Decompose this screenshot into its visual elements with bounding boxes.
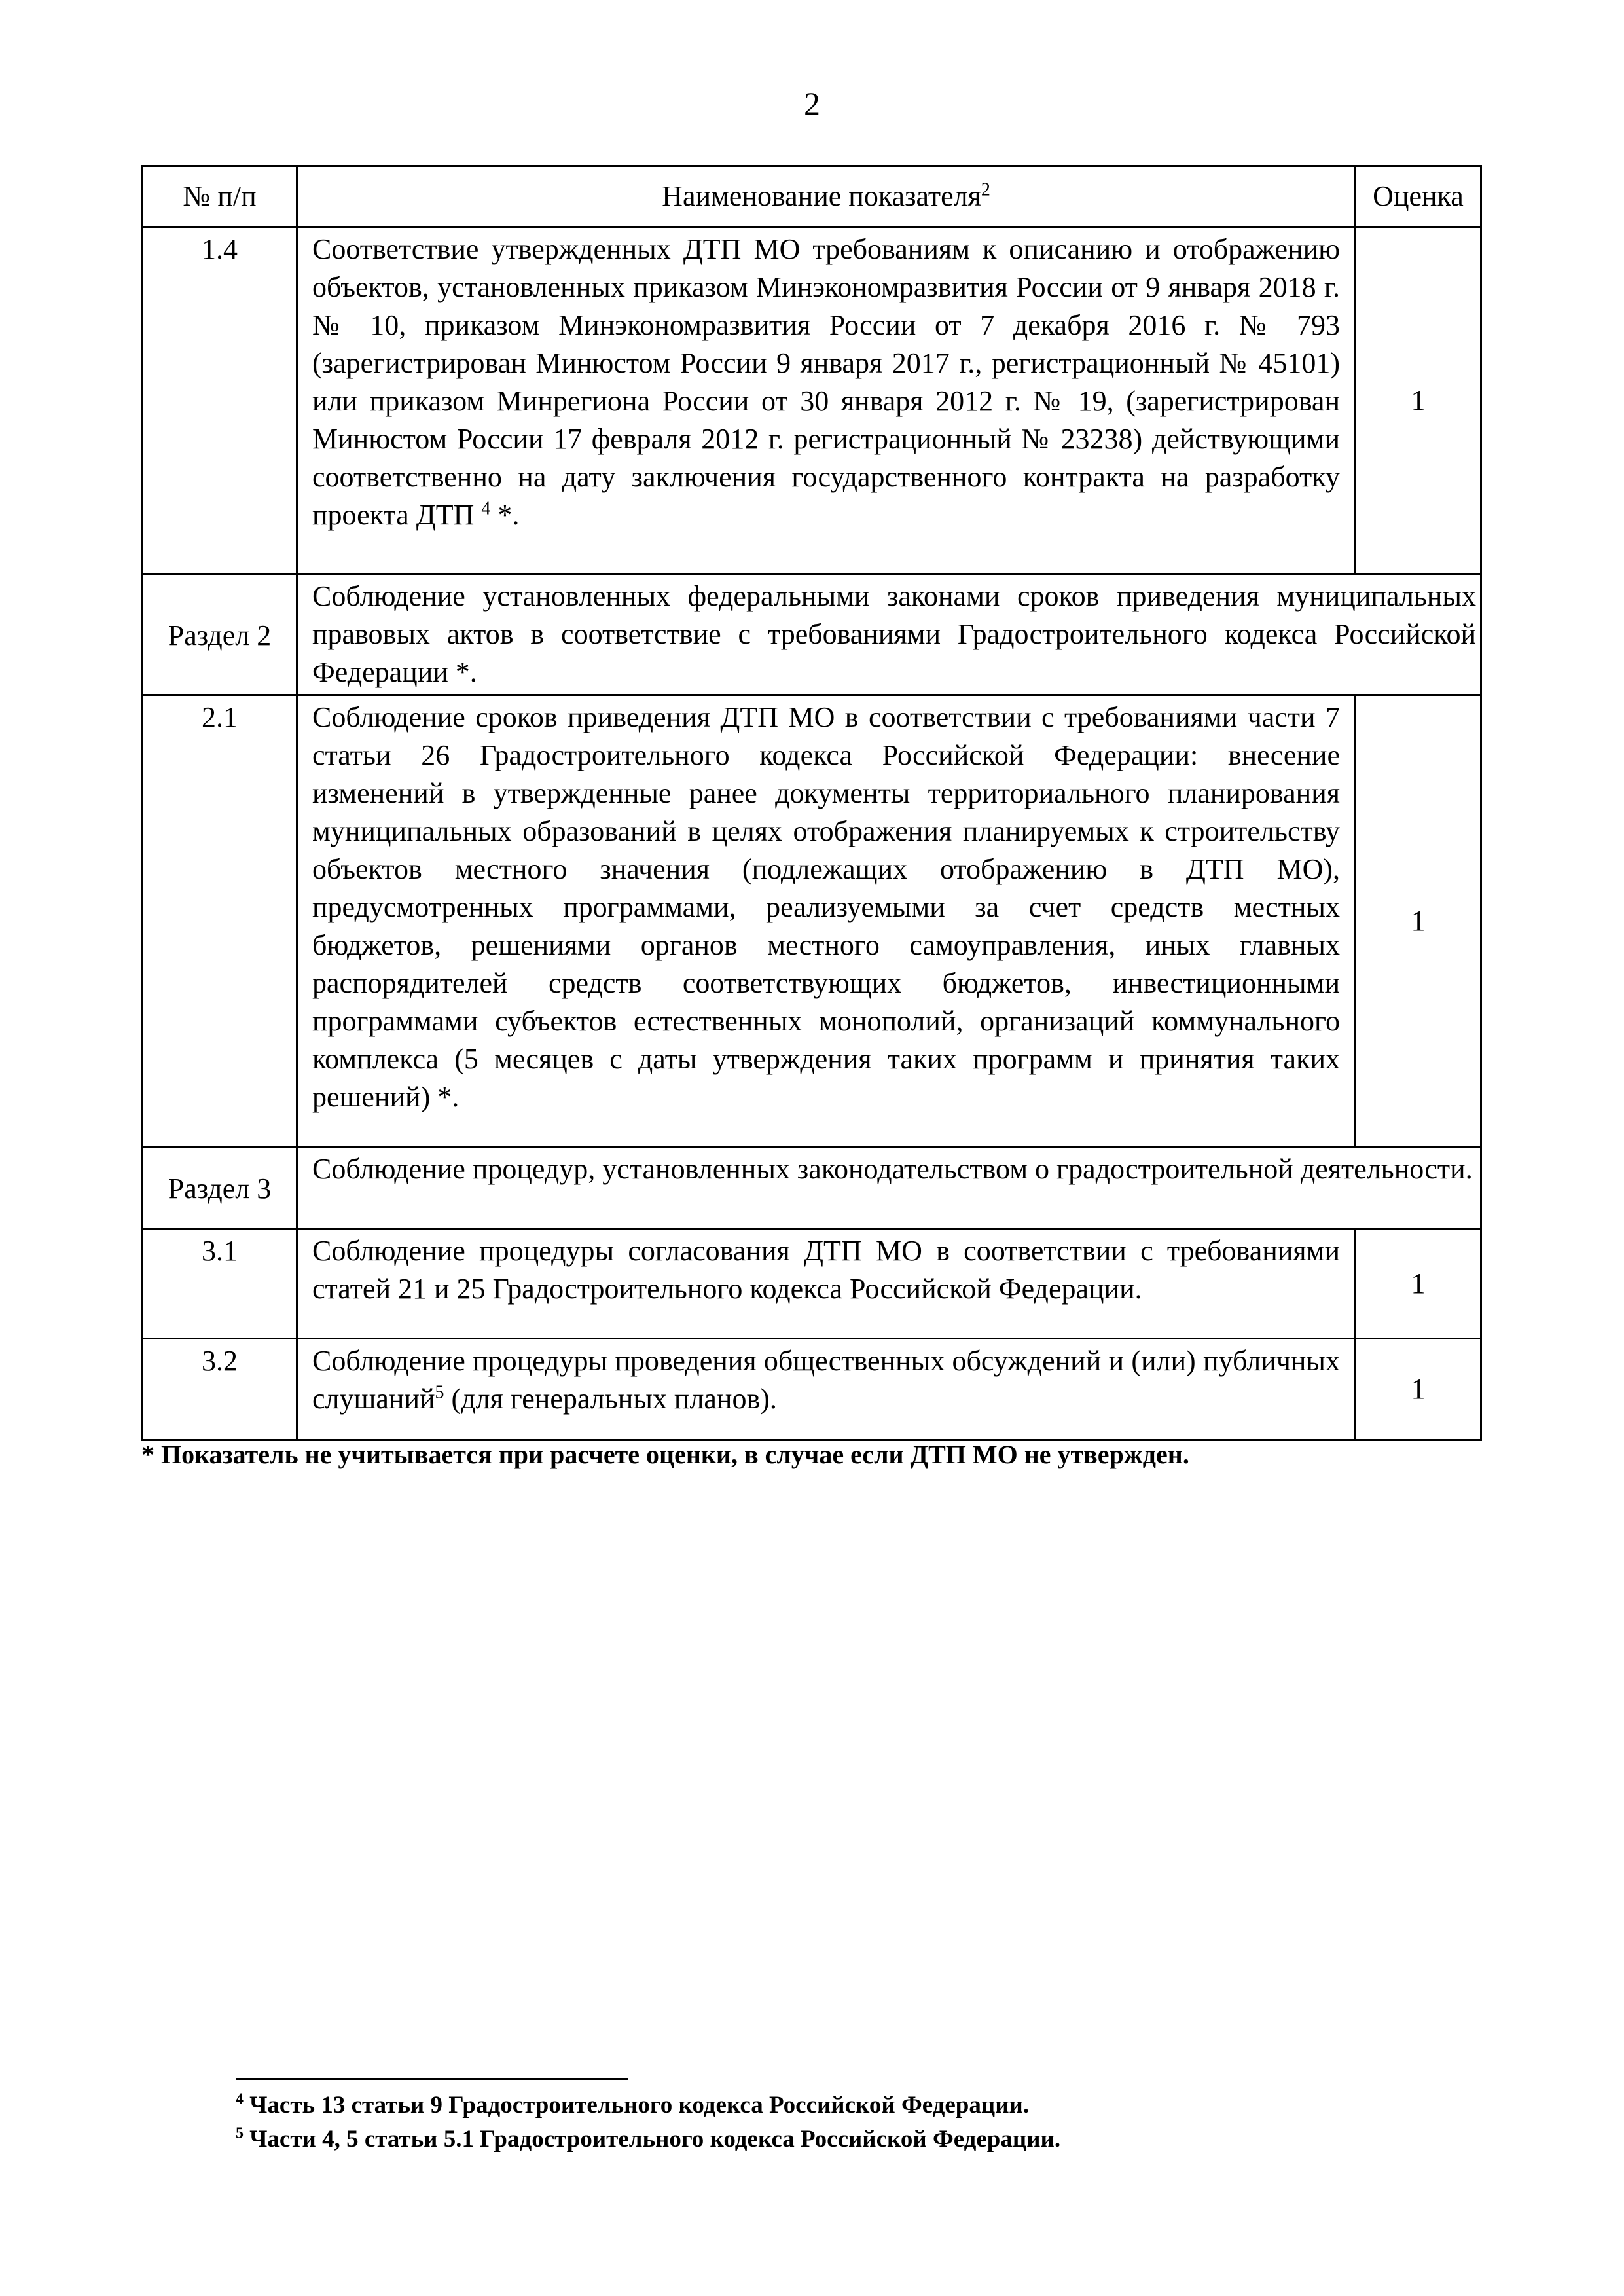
- row-score: 1: [1356, 695, 1481, 1147]
- row-score: 1: [1356, 1229, 1481, 1339]
- footnote-item: [236, 2088, 1479, 2123]
- row-footnote-ref: 4: [481, 498, 491, 519]
- row-num: 1.4: [143, 227, 297, 574]
- footnote-mark: 4: [236, 2090, 244, 2108]
- table-note: * Показатель не учитывается при расчете оценки, в случае если ДТП МО не утвержден.: [141, 1440, 1189, 1469]
- table-row-section: [143, 1147, 1481, 1229]
- table-row: [143, 1229, 1481, 1339]
- section-text: Соблюдение установленных федеральными законами сроков приведения муниципальных правовых актов в соответствие с требованиями Градостроительного кодекса Российской Федерации *.: [297, 574, 1481, 695]
- table-row-section: [143, 574, 1481, 695]
- row-text-tail: *.: [490, 499, 520, 531]
- row-score: 1: [1356, 227, 1481, 574]
- row-text: Соблюдение сроков приведения ДТП МО в соответствии с требованиями части 7 статьи 26 Градостроительного кодекса Российской Федерации: внесение изменений в утвержденные ранее документы территориального планирования муниципальных образований в целях отображения планируемых к строительству объектов местного значения (подлежащих отображению в ДТП МО), предусмотренных программами, реализуемыми за счет средств местных бюджетов, решениями органов местного самоуправления, иных главных распорядителей средств соответствующих бюджетов, инвестиционными программами субъектов естественных монополий, организаций коммунального комплекса (5 месяцев с даты утверждения таких программ и принятия таких решений) *.: [297, 695, 1356, 1147]
- section-num: Раздел 3: [143, 1147, 297, 1229]
- table-header-row: [143, 166, 1481, 227]
- table-row: [143, 227, 1481, 574]
- page-number: 2: [804, 85, 820, 122]
- footnotes: [236, 2088, 1479, 2157]
- table-row: [143, 1339, 1481, 1440]
- row-text: [297, 227, 1356, 574]
- row-text-body: Соответствие утвержденных ДТП МО требованиям к описанию и отображению объектов, установленных приказом Минэкономразвития России от 9 января 2018 г. № 10, приказом Минэкономразвития России от 7 декабря 2016 г. № 793 (зарегистрирован Минюстом России 9 января 2017 г., регистрационный № 45101) или приказом Минрегиона России от 30 января 2012 г. № 19, (зарегистрирован Минюстом России 17 февраля 2012 г. регистрационный № 23238) действующими соответственно на дату заключения государственного контракта на разработку проекта ДТП: [312, 233, 1340, 531]
- section-num: Раздел 2: [143, 574, 297, 695]
- footnote-separator: [236, 2078, 628, 2080]
- header-name-footnote-ref: 2: [981, 179, 990, 200]
- header-num: № п/п: [143, 166, 297, 227]
- table-row: [143, 695, 1481, 1147]
- header-score: Оценка: [1356, 166, 1481, 227]
- row-text-body: Соблюдение процедуры проведения общественных обсуждений и (или) публичных слушаний: [312, 1345, 1340, 1415]
- row-num: 2.1: [143, 695, 297, 1147]
- row-text: [297, 1339, 1356, 1440]
- row-text: Соблюдение процедуры согласования ДТП МО в соответствии с требованиями статей 21 и 25 Градостроительного кодекса Российской Федерации.: [297, 1229, 1356, 1339]
- row-num: 3.1: [143, 1229, 297, 1339]
- footnote-mark: 5: [236, 2124, 244, 2142]
- row-text-tail: (для генеральных планов).: [444, 1383, 777, 1415]
- footnote-item: [236, 2123, 1479, 2157]
- row-score: 1: [1356, 1339, 1481, 1440]
- header-name: [297, 166, 1356, 227]
- row-num: 3.2: [143, 1339, 297, 1440]
- header-name-label: Наименование показателя: [662, 180, 981, 212]
- section-text: Соблюдение процедур, установленных законодательством о градостроительной деятельности.: [297, 1147, 1481, 1229]
- row-footnote-ref: 5: [435, 1382, 444, 1403]
- footnote-text: Часть 13 статьи 9 Градостроительного кодекса Российской Федерации.: [244, 2092, 1030, 2119]
- footnote-text: Части 4, 5 статьи 5.1 Градостроительного кодекса Российской Федерации.: [244, 2126, 1061, 2153]
- indicators-table: [141, 165, 1482, 1441]
